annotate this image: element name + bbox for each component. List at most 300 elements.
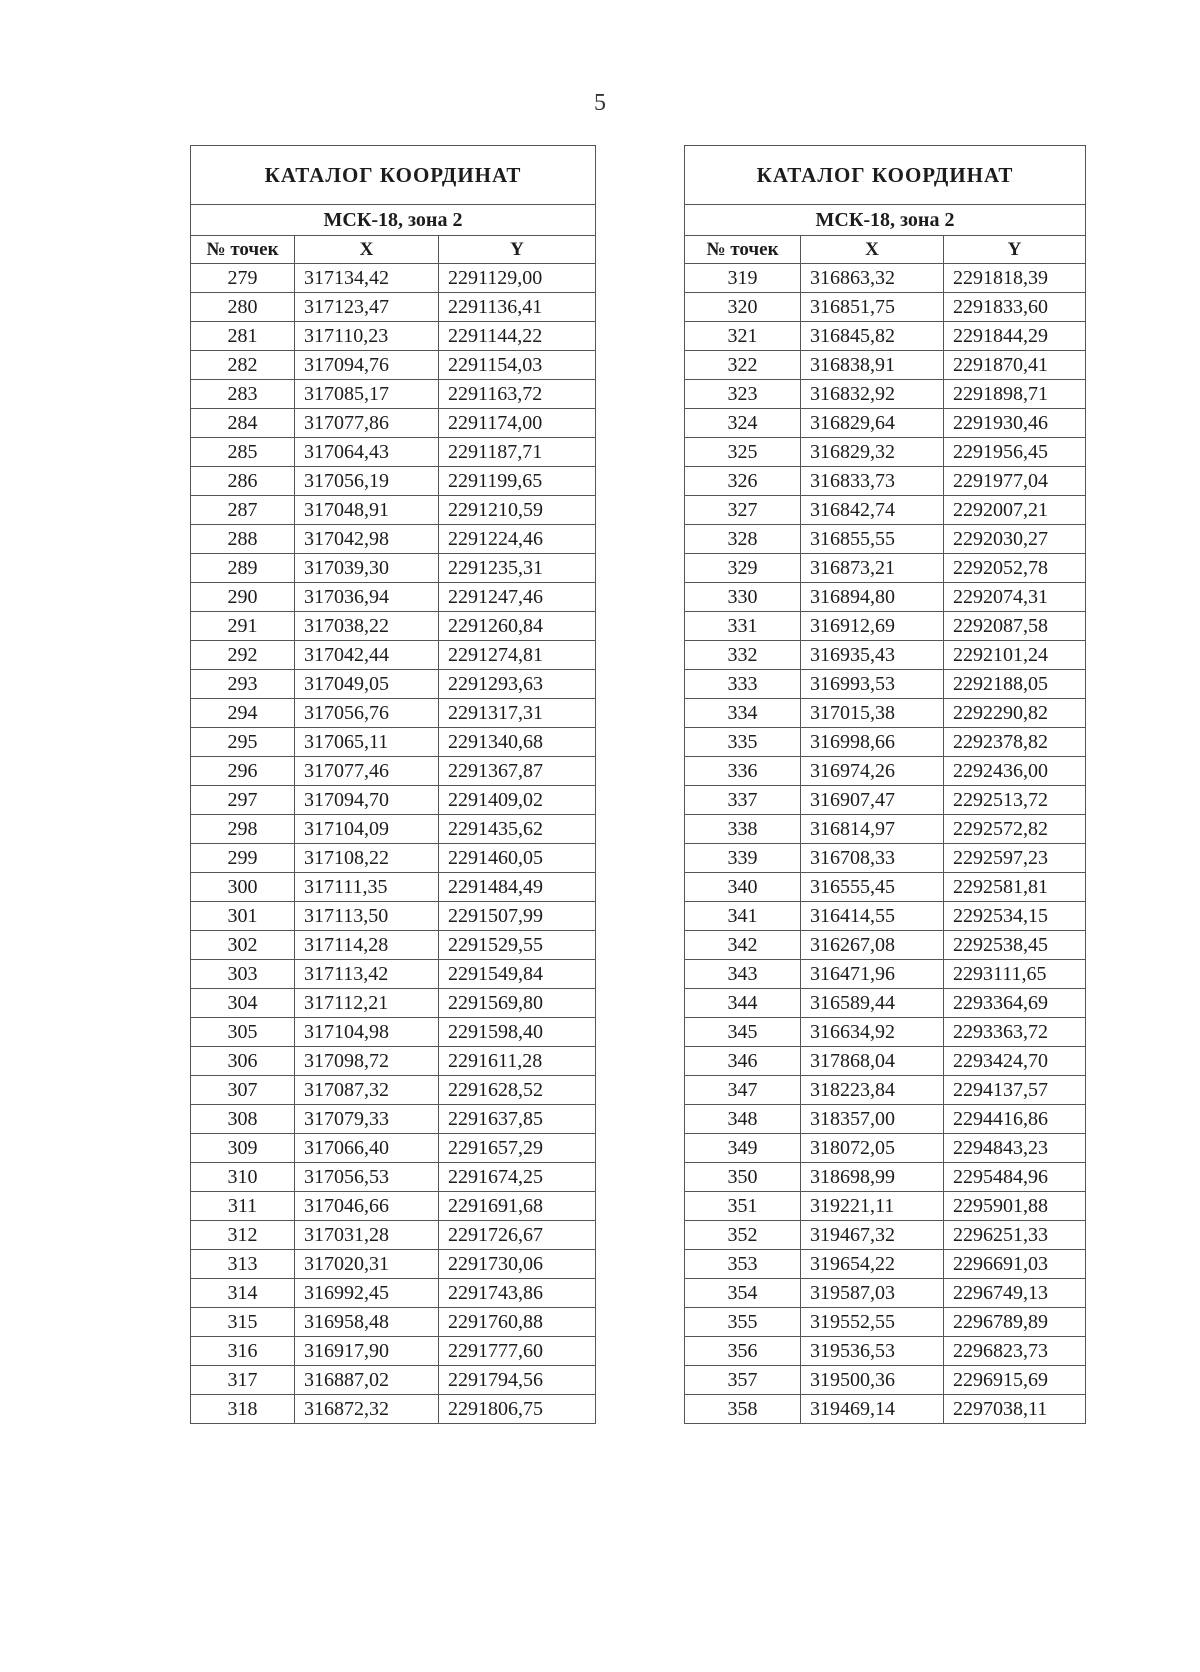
table-row: [685, 641, 1086, 670]
table-row: [191, 467, 596, 496]
y-coordinate-cell: 2294416,86: [944, 1105, 1086, 1134]
point-number-cell: 341: [685, 902, 801, 931]
x-coordinate-cell: 317077,86: [295, 409, 439, 438]
point-number-cell: 343: [685, 960, 801, 989]
table-row: [191, 786, 596, 815]
table-row: [685, 786, 1086, 815]
point-number-cell: 295: [191, 728, 295, 757]
table-row: [685, 612, 1086, 641]
y-coordinate-cell: 2291977,04: [944, 467, 1086, 496]
x-coordinate-cell: 317079,33: [295, 1105, 439, 1134]
table-row: [191, 670, 596, 699]
y-coordinate-cell: 2291529,55: [439, 931, 596, 960]
coordinate-system: МСК-18, зона 2: [685, 205, 1086, 236]
table-row: [685, 1395, 1086, 1424]
y-coordinate-cell: 2292007,21: [944, 496, 1086, 525]
point-number-cell: 301: [191, 902, 295, 931]
point-number-cell: 347: [685, 1076, 801, 1105]
x-coordinate-cell: 317020,31: [295, 1250, 439, 1279]
column-header-x: X: [801, 236, 944, 264]
y-coordinate-cell: 2292436,00: [944, 757, 1086, 786]
column-header-point-number: № точек: [191, 236, 295, 264]
table-row: [685, 438, 1086, 467]
y-coordinate-cell: 2291794,56: [439, 1366, 596, 1395]
point-number-cell: 293: [191, 670, 295, 699]
x-coordinate-cell: 317112,21: [295, 989, 439, 1018]
y-coordinate-cell: 2291367,87: [439, 757, 596, 786]
x-coordinate-cell: 317094,76: [295, 351, 439, 380]
y-coordinate-cell: 2291777,60: [439, 1337, 596, 1366]
table-row: [191, 844, 596, 873]
table-row: [191, 1337, 596, 1366]
point-number-cell: 345: [685, 1018, 801, 1047]
x-coordinate-cell: 316993,53: [801, 670, 944, 699]
x-coordinate-cell: 317110,23: [295, 322, 439, 351]
table-row: [685, 1366, 1086, 1395]
table-row: [191, 409, 596, 438]
y-coordinate-cell: 2291293,63: [439, 670, 596, 699]
column-header-point-number: № точек: [685, 236, 801, 264]
x-coordinate-cell: 317098,72: [295, 1047, 439, 1076]
x-coordinate-cell: 316829,32: [801, 438, 944, 467]
point-number-cell: 311: [191, 1192, 295, 1221]
y-coordinate-cell: 2291691,68: [439, 1192, 596, 1221]
point-number-cell: 314: [191, 1279, 295, 1308]
point-number-cell: 281: [191, 322, 295, 351]
point-number-cell: 298: [191, 815, 295, 844]
catalog-body: [685, 264, 1086, 1424]
point-number-cell: 354: [685, 1279, 801, 1308]
table-row: [685, 844, 1086, 873]
point-number-cell: 279: [191, 264, 295, 293]
y-coordinate-cell: 2291833,60: [944, 293, 1086, 322]
coordinate-catalog-table-right: [684, 145, 1086, 1424]
table-row: [191, 380, 596, 409]
y-coordinate-cell: 2296823,73: [944, 1337, 1086, 1366]
point-number-cell: 331: [685, 612, 801, 641]
point-number-cell: 280: [191, 293, 295, 322]
table-row: [685, 554, 1086, 583]
x-coordinate-cell: 317056,19: [295, 467, 439, 496]
point-number-cell: 310: [191, 1163, 295, 1192]
y-coordinate-cell: 2291637,85: [439, 1105, 596, 1134]
y-coordinate-cell: 2291317,31: [439, 699, 596, 728]
point-number-cell: 350: [685, 1163, 801, 1192]
y-coordinate-cell: 2291163,72: [439, 380, 596, 409]
x-coordinate-cell: 316887,02: [295, 1366, 439, 1395]
x-coordinate-cell: 317087,32: [295, 1076, 439, 1105]
table-row: [685, 699, 1086, 728]
table-row: [685, 1105, 1086, 1134]
y-coordinate-cell: 2292101,24: [944, 641, 1086, 670]
y-coordinate-cell: 2291154,03: [439, 351, 596, 380]
x-coordinate-cell: 316851,75: [801, 293, 944, 322]
x-coordinate-cell: 318223,84: [801, 1076, 944, 1105]
point-number-cell: 321: [685, 322, 801, 351]
x-coordinate-cell: 316267,08: [801, 931, 944, 960]
point-number-cell: 313: [191, 1250, 295, 1279]
y-coordinate-cell: 2296915,69: [944, 1366, 1086, 1395]
y-coordinate-cell: 2291726,67: [439, 1221, 596, 1250]
x-coordinate-cell: 318357,00: [801, 1105, 944, 1134]
table-row: [685, 496, 1086, 525]
x-coordinate-cell: 319587,03: [801, 1279, 944, 1308]
y-coordinate-cell: 2291460,05: [439, 844, 596, 873]
point-number-cell: 352: [685, 1221, 801, 1250]
x-coordinate-cell: 317039,30: [295, 554, 439, 583]
table-row: [685, 989, 1086, 1018]
table-row: [191, 989, 596, 1018]
point-number-cell: 336: [685, 757, 801, 786]
point-number-cell: 353: [685, 1250, 801, 1279]
x-coordinate-cell: 316907,47: [801, 786, 944, 815]
x-coordinate-cell: 316845,82: [801, 322, 944, 351]
y-coordinate-cell: 2291674,25: [439, 1163, 596, 1192]
y-coordinate-cell: 2291569,80: [439, 989, 596, 1018]
x-coordinate-cell: 317036,94: [295, 583, 439, 612]
table-row: [685, 1192, 1086, 1221]
y-coordinate-cell: 2292052,78: [944, 554, 1086, 583]
y-coordinate-cell: 2291730,06: [439, 1250, 596, 1279]
x-coordinate-cell: 319654,22: [801, 1250, 944, 1279]
table-row: [191, 1163, 596, 1192]
catalog-title: КАТАЛОГ КООРДИНАТ: [191, 146, 596, 205]
point-number-cell: 328: [685, 525, 801, 554]
y-coordinate-cell: 2292087,58: [944, 612, 1086, 641]
point-number-cell: 339: [685, 844, 801, 873]
y-coordinate-cell: 2291409,02: [439, 786, 596, 815]
x-coordinate-cell: 316863,32: [801, 264, 944, 293]
y-coordinate-cell: 2292513,72: [944, 786, 1086, 815]
point-number-cell: 292: [191, 641, 295, 670]
point-number-cell: 344: [685, 989, 801, 1018]
x-coordinate-cell: 317038,22: [295, 612, 439, 641]
x-coordinate-cell: 316832,92: [801, 380, 944, 409]
table-row: [191, 1047, 596, 1076]
point-number-cell: 316: [191, 1337, 295, 1366]
table-row: [685, 960, 1086, 989]
y-coordinate-cell: 2291956,45: [944, 438, 1086, 467]
table-row: [191, 1018, 596, 1047]
column-header-y: Y: [439, 236, 596, 264]
table-row: [685, 757, 1086, 786]
table-row: [191, 902, 596, 931]
x-coordinate-cell: 317104,09: [295, 815, 439, 844]
point-number-cell: 291: [191, 612, 295, 641]
coordinate-catalog-table-left: [190, 145, 596, 1424]
point-number-cell: 335: [685, 728, 801, 757]
catalog-body: [191, 264, 596, 1424]
y-coordinate-cell: 2293424,70: [944, 1047, 1086, 1076]
point-number-cell: 282: [191, 351, 295, 380]
x-coordinate-cell: 316974,26: [801, 757, 944, 786]
table-row: [685, 728, 1086, 757]
y-coordinate-cell: 2291484,49: [439, 873, 596, 902]
y-coordinate-cell: 2296691,03: [944, 1250, 1086, 1279]
table-row: [191, 1366, 596, 1395]
point-number-cell: 297: [191, 786, 295, 815]
point-number-cell: 346: [685, 1047, 801, 1076]
point-number-cell: 290: [191, 583, 295, 612]
table-row: [685, 409, 1086, 438]
point-number-cell: 319: [685, 264, 801, 293]
table-row: [191, 873, 596, 902]
y-coordinate-cell: 2292188,05: [944, 670, 1086, 699]
point-number-cell: 323: [685, 380, 801, 409]
table-row: [191, 757, 596, 786]
point-number-cell: 285: [191, 438, 295, 467]
x-coordinate-cell: 317104,98: [295, 1018, 439, 1047]
point-number-cell: 325: [685, 438, 801, 467]
point-number-cell: 309: [191, 1134, 295, 1163]
table-row: [191, 525, 596, 554]
point-number-cell: 351: [685, 1192, 801, 1221]
x-coordinate-cell: 316829,64: [801, 409, 944, 438]
table-row: [191, 1105, 596, 1134]
table-row: [191, 815, 596, 844]
table-row: [685, 1308, 1086, 1337]
point-number-cell: 300: [191, 873, 295, 902]
x-coordinate-cell: 317049,05: [295, 670, 439, 699]
x-coordinate-cell: 317077,46: [295, 757, 439, 786]
point-number-cell: 342: [685, 931, 801, 960]
y-coordinate-cell: 2297038,11: [944, 1395, 1086, 1424]
y-coordinate-cell: 2291844,29: [944, 322, 1086, 351]
point-number-cell: 289: [191, 554, 295, 583]
y-coordinate-cell: 2292572,82: [944, 815, 1086, 844]
column-header-x: X: [295, 236, 439, 264]
x-coordinate-cell: 317064,43: [295, 438, 439, 467]
y-coordinate-cell: 2296251,33: [944, 1221, 1086, 1250]
table-row: [191, 1076, 596, 1105]
table-row: [191, 293, 596, 322]
x-coordinate-cell: 316471,96: [801, 960, 944, 989]
table-row: [685, 1134, 1086, 1163]
table-row: [685, 1221, 1086, 1250]
table-row: [685, 351, 1086, 380]
table-row: [685, 380, 1086, 409]
x-coordinate-cell: 317042,44: [295, 641, 439, 670]
table-row: [191, 931, 596, 960]
y-coordinate-cell: 2293364,69: [944, 989, 1086, 1018]
table-row: [191, 496, 596, 525]
x-coordinate-cell: 317114,28: [295, 931, 439, 960]
x-coordinate-cell: 316998,66: [801, 728, 944, 757]
y-coordinate-cell: 2291136,41: [439, 293, 596, 322]
y-coordinate-cell: 2292534,15: [944, 902, 1086, 931]
point-number-cell: 329: [685, 554, 801, 583]
table-row: [191, 1221, 596, 1250]
y-coordinate-cell: 2292581,81: [944, 873, 1086, 902]
point-number-cell: 358: [685, 1395, 801, 1424]
y-coordinate-cell: 2291129,00: [439, 264, 596, 293]
x-coordinate-cell: 316634,92: [801, 1018, 944, 1047]
table-row: [685, 583, 1086, 612]
y-coordinate-cell: 2291549,84: [439, 960, 596, 989]
x-coordinate-cell: 316589,44: [801, 989, 944, 1018]
table-row: [191, 1192, 596, 1221]
y-coordinate-cell: 2291898,71: [944, 380, 1086, 409]
x-coordinate-cell: 316708,33: [801, 844, 944, 873]
table-row: [191, 728, 596, 757]
point-number-cell: 332: [685, 641, 801, 670]
table-row: [685, 1279, 1086, 1308]
table-row: [685, 467, 1086, 496]
point-number-cell: 308: [191, 1105, 295, 1134]
y-coordinate-cell: 2291818,39: [944, 264, 1086, 293]
y-coordinate-cell: 2291628,52: [439, 1076, 596, 1105]
x-coordinate-cell: 316855,55: [801, 525, 944, 554]
table-row: [685, 1018, 1086, 1047]
x-coordinate-cell: 319500,36: [801, 1366, 944, 1395]
y-coordinate-cell: 2291930,46: [944, 409, 1086, 438]
point-number-cell: 349: [685, 1134, 801, 1163]
x-coordinate-cell: 316992,45: [295, 1279, 439, 1308]
y-coordinate-cell: 2291235,31: [439, 554, 596, 583]
y-coordinate-cell: 2292538,45: [944, 931, 1086, 960]
x-coordinate-cell: 316917,90: [295, 1337, 439, 1366]
y-coordinate-cell: 2294137,57: [944, 1076, 1086, 1105]
point-number-cell: 302: [191, 931, 295, 960]
point-number-cell: 312: [191, 1221, 295, 1250]
point-number-cell: 356: [685, 1337, 801, 1366]
x-coordinate-cell: 316873,21: [801, 554, 944, 583]
y-coordinate-cell: 2293363,72: [944, 1018, 1086, 1047]
table-row: [685, 293, 1086, 322]
table-row: [685, 1047, 1086, 1076]
x-coordinate-cell: 317015,38: [801, 699, 944, 728]
y-coordinate-cell: 2292030,27: [944, 525, 1086, 554]
point-number-cell: 307: [191, 1076, 295, 1105]
table-row: [685, 815, 1086, 844]
x-coordinate-cell: 316935,43: [801, 641, 944, 670]
point-number-cell: 283: [191, 380, 295, 409]
y-coordinate-cell: 2291174,00: [439, 409, 596, 438]
y-coordinate-cell: 2291598,40: [439, 1018, 596, 1047]
y-coordinate-cell: 2294843,23: [944, 1134, 1086, 1163]
x-coordinate-cell: 317111,35: [295, 873, 439, 902]
table-row: [191, 1134, 596, 1163]
x-coordinate-cell: 317113,50: [295, 902, 439, 931]
x-coordinate-cell: 317108,22: [295, 844, 439, 873]
x-coordinate-cell: 317113,42: [295, 960, 439, 989]
point-number-cell: 334: [685, 699, 801, 728]
point-number-cell: 315: [191, 1308, 295, 1337]
y-coordinate-cell: 2291187,71: [439, 438, 596, 467]
table-row: [191, 1250, 596, 1279]
y-coordinate-cell: 2291199,65: [439, 467, 596, 496]
y-coordinate-cell: 2296789,89: [944, 1308, 1086, 1337]
x-coordinate-cell: 319467,32: [801, 1221, 944, 1250]
point-number-cell: 317: [191, 1366, 295, 1395]
table-row: [191, 438, 596, 467]
point-number-cell: 305: [191, 1018, 295, 1047]
y-coordinate-cell: 2295901,88: [944, 1192, 1086, 1221]
point-number-cell: 294: [191, 699, 295, 728]
x-coordinate-cell: 317046,66: [295, 1192, 439, 1221]
point-number-cell: 287: [191, 496, 295, 525]
x-coordinate-cell: 317056,53: [295, 1163, 439, 1192]
x-coordinate-cell: 316842,74: [801, 496, 944, 525]
table-row: [685, 322, 1086, 351]
table-row: [191, 554, 596, 583]
table-row: [191, 351, 596, 380]
table-row: [685, 931, 1086, 960]
table-row: [685, 1163, 1086, 1192]
table-row: [191, 1395, 596, 1424]
point-number-cell: 286: [191, 467, 295, 496]
y-coordinate-cell: 2291435,62: [439, 815, 596, 844]
point-number-cell: 304: [191, 989, 295, 1018]
table-row: [191, 1279, 596, 1308]
point-number-cell: 296: [191, 757, 295, 786]
column-header-y: Y: [944, 236, 1086, 264]
y-coordinate-cell: 2295484,96: [944, 1163, 1086, 1192]
x-coordinate-cell: 316555,45: [801, 873, 944, 902]
y-coordinate-cell: 2292074,31: [944, 583, 1086, 612]
y-coordinate-cell: 2291260,84: [439, 612, 596, 641]
x-coordinate-cell: 318072,05: [801, 1134, 944, 1163]
x-coordinate-cell: 316814,97: [801, 815, 944, 844]
point-number-cell: 357: [685, 1366, 801, 1395]
catalog-title: КАТАЛОГ КООРДИНАТ: [685, 146, 1086, 205]
x-coordinate-cell: 316894,80: [801, 583, 944, 612]
x-coordinate-cell: 317048,91: [295, 496, 439, 525]
table-row: [685, 1076, 1086, 1105]
point-number-cell: 327: [685, 496, 801, 525]
y-coordinate-cell: 2291870,41: [944, 351, 1086, 380]
table-row: [685, 873, 1086, 902]
point-number-cell: 330: [685, 583, 801, 612]
x-coordinate-cell: 316833,73: [801, 467, 944, 496]
point-number-cell: 355: [685, 1308, 801, 1337]
point-number-cell: 284: [191, 409, 295, 438]
x-coordinate-cell: 317085,17: [295, 380, 439, 409]
table-row: [191, 699, 596, 728]
point-number-cell: 340: [685, 873, 801, 902]
table-row: [685, 264, 1086, 293]
table-row: [685, 902, 1086, 931]
point-number-cell: 337: [685, 786, 801, 815]
y-coordinate-cell: 2292597,23: [944, 844, 1086, 873]
point-number-cell: 333: [685, 670, 801, 699]
point-number-cell: 306: [191, 1047, 295, 1076]
x-coordinate-cell: 319552,55: [801, 1308, 944, 1337]
point-number-cell: 299: [191, 844, 295, 873]
point-number-cell: 318: [191, 1395, 295, 1424]
x-coordinate-cell: 316414,55: [801, 902, 944, 931]
y-coordinate-cell: 2291210,59: [439, 496, 596, 525]
point-number-cell: 324: [685, 409, 801, 438]
y-coordinate-cell: 2291224,46: [439, 525, 596, 554]
point-number-cell: 326: [685, 467, 801, 496]
table-row: [191, 960, 596, 989]
x-coordinate-cell: 318698,99: [801, 1163, 944, 1192]
x-coordinate-cell: 317123,47: [295, 293, 439, 322]
table-row: [685, 1337, 1086, 1366]
point-number-cell: 303: [191, 960, 295, 989]
table-row: [685, 670, 1086, 699]
page-number: 5: [594, 90, 606, 116]
y-coordinate-cell: 2291340,68: [439, 728, 596, 757]
y-coordinate-cell: 2291611,28: [439, 1047, 596, 1076]
y-coordinate-cell: 2291806,75: [439, 1395, 596, 1424]
y-coordinate-cell: 2291657,29: [439, 1134, 596, 1163]
y-coordinate-cell: 2296749,13: [944, 1279, 1086, 1308]
table-row: [685, 525, 1086, 554]
x-coordinate-cell: 317066,40: [295, 1134, 439, 1163]
point-number-cell: 338: [685, 815, 801, 844]
